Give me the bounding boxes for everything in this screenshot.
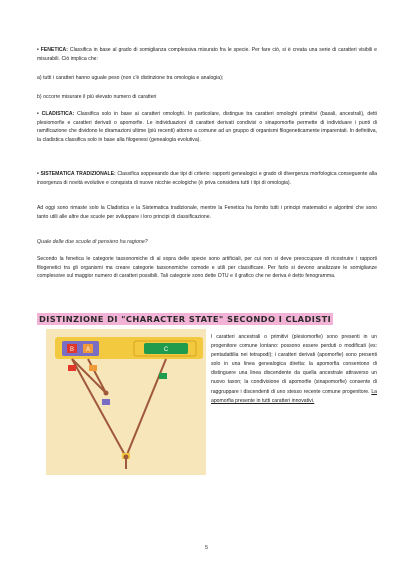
cladistica-heading: • CLADISTICA: — [37, 111, 75, 117]
cladogram-figure — [46, 329, 206, 475]
marker-b — [68, 365, 76, 371]
paragraph-seconda: Secondo la fenetica le categorie tassonomiche di al sopra delle specie sono artificiali, per cui non si deve preoccupare di ricostruire i rapporti filogenetici tra gli organismi ma creare categorie tassonomiche comode e utili per classificare. Per farlo si devono analizzare le somiglianze complessive sul maggior numero di caratteri possibili. Tali categorie sono dette OTU e il grafico che ne deriva è detto fenogramma. — [37, 256, 377, 280]
fenetica-text: Classifica in base al grado di somiglianza complessiva misurato fra le specie. Per fare ciò, si è creata una serie di caratteri visibili e misurabili. Ciò implica che: — [37, 47, 377, 62]
node-ingroup — [104, 391, 109, 396]
node-root — [124, 455, 129, 460]
question-heading: Quale delle due scuole di pensiero ha ragione? — [37, 239, 148, 245]
page-number: 5 — [204, 545, 209, 551]
taxon-a-label: A — [85, 347, 91, 353]
paragraph-cladistica — [37, 110, 377, 144]
marker-ingroup — [102, 399, 110, 405]
paragraph-oggi: Ad oggi sono rimaste solo la Cladistica e la Sistematica tradizionale, mentre la Fenetica ha fornito tutti i principi matematici e algoritmi che sono tanto utili alle altre due scuole per sviluppare i loro principi di classificazione. — [37, 205, 377, 220]
fenetica-heading: • FENETICA: — [37, 47, 68, 53]
item-a: a) tutti i caratteri hanno uguale peso (non c'è distinzione tra omologia e analogia); — [37, 75, 224, 81]
cladistica-text: Classifica solo in base ai caratteri omologhi. In particolare, distingue tra caratteri omologhi primitivi (basali, ancestrali), detti plesiomorfie e caratteri derivati o apomorfie. Le individuazioni di caratteri derivati condivisi o sinapomorfie permette di individuare i punti di ramificazione che dividono le diramazioni ultime (più recenti) attorno a comune ad un gruppo di organismi filogeneticamente imparentati. In definitiva, la cladistica classifica solo in base alla filogenesi (genealogia evolutiva). — [37, 111, 377, 143]
right-column-text — [211, 333, 377, 406]
paragraph-sistematica — [37, 170, 377, 187]
paragraph-fenetica — [37, 46, 377, 63]
section-title: DISTINZIONE DI "CHARACTER STATE" SECONDO I CLADISTI — [39, 314, 332, 324]
right-column-underlined: La apomorfia presente in tutti caratteri innovativi. — [211, 388, 377, 404]
marker-c — [159, 373, 167, 379]
marker-a — [89, 365, 97, 371]
right-column-body: I caratteri ancestrali o primitivi (plesiomorfie) sono presenti in un progenitore comune lontano: possono essere perduti o modificati (es: pentadattilia nei tetrapodi); i caratteri derivati (apomorfie) sono presenti solo in una linea genealogica diretta: la apomorfia consentono di distinguere una linea discendente da quella ancestrale attraverso un nuovo taxon; la condivisione di apomorfie (sinapomorfie) consente di raggruppare i discendenti di uno stesso recente comune progenitore. — [211, 334, 377, 395]
sistematica-text: Classifica soppesando due tipi di criterio: rapporti genealogici e grado di divergenza morfologica conseguente alla insorgenza di novità evolutive e conquista di nuove nicchie ecologiche (è priva considera tutti i tipi di omologia). — [37, 171, 377, 186]
sistematica-heading: • SISTEMATICA TRADIZIONALE: — [37, 171, 116, 177]
taxon-b-label: B — [69, 347, 75, 353]
taxon-c-label: C — [163, 347, 169, 353]
item-b: b) occorre misurare il più elevato numero di caratteri — [37, 94, 157, 100]
